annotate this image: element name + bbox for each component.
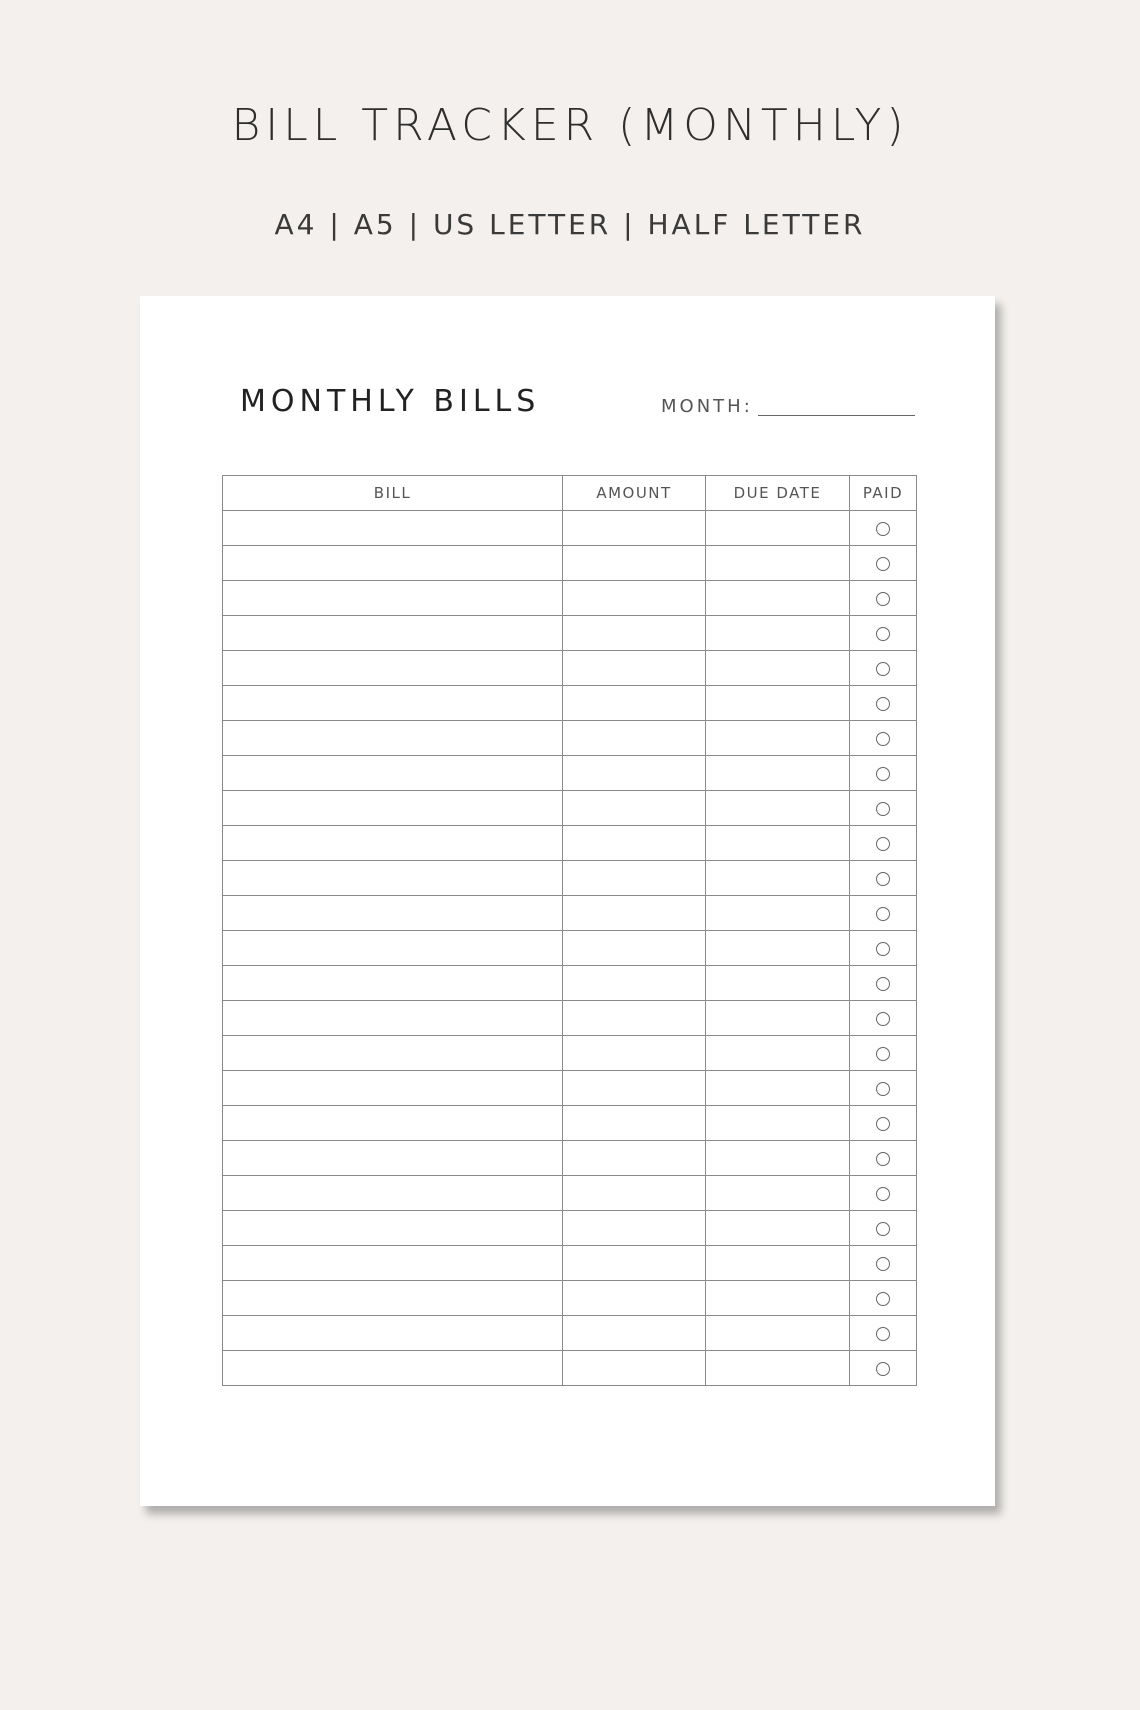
table-row	[223, 1351, 917, 1386]
amount-cell[interactable]	[563, 1036, 706, 1071]
paid-cell	[850, 511, 917, 546]
paid-cell	[850, 1176, 917, 1211]
amount-cell[interactable]	[563, 1001, 706, 1036]
amount-cell[interactable]	[563, 616, 706, 651]
amount-cell[interactable]	[563, 756, 706, 791]
column-header-bill: BILL	[223, 476, 563, 511]
bill-cell[interactable]	[223, 1281, 563, 1316]
paid-cell	[850, 1106, 917, 1141]
paid-cell	[850, 1211, 917, 1246]
amount-cell[interactable]	[563, 581, 706, 616]
paid-cell	[850, 896, 917, 931]
due-date-cell[interactable]	[706, 861, 850, 896]
amount-cell[interactable]	[563, 1176, 706, 1211]
amount-cell[interactable]	[563, 1106, 706, 1141]
due-date-cell[interactable]	[706, 1036, 850, 1071]
bill-cell[interactable]	[223, 966, 563, 1001]
due-date-cell[interactable]	[706, 896, 850, 931]
bill-cell[interactable]	[223, 1351, 563, 1386]
paid-checkbox[interactable]	[876, 907, 890, 921]
table-row	[223, 686, 917, 721]
paid-cell	[850, 966, 917, 1001]
paid-checkbox[interactable]	[876, 697, 890, 711]
bill-cell[interactable]	[223, 686, 563, 721]
paid-checkbox[interactable]	[876, 872, 890, 886]
table-row	[223, 1316, 917, 1351]
due-date-cell[interactable]	[706, 1001, 850, 1036]
bills-table	[222, 475, 917, 1386]
due-date-cell[interactable]	[706, 1211, 850, 1246]
paid-cell	[850, 546, 917, 581]
table-row	[223, 1176, 917, 1211]
paid-checkbox[interactable]	[876, 1362, 890, 1376]
amount-cell[interactable]	[563, 546, 706, 581]
paid-checkbox[interactable]	[876, 1082, 890, 1096]
bill-cell[interactable]	[223, 546, 563, 581]
bill-cell[interactable]	[223, 616, 563, 651]
planner-sheet	[140, 296, 995, 1506]
due-date-cell[interactable]	[706, 581, 850, 616]
paid-checkbox[interactable]	[876, 592, 890, 606]
due-date-cell[interactable]	[706, 616, 850, 651]
page-title: BILL TRACKER (MONTHLY)	[231, 100, 909, 151]
due-date-cell[interactable]	[706, 651, 850, 686]
paid-cell	[850, 826, 917, 861]
table-header-row	[223, 476, 917, 511]
amount-cell[interactable]	[563, 1211, 706, 1246]
table-row	[223, 581, 917, 616]
bill-cell[interactable]	[223, 581, 563, 616]
paid-cell	[850, 686, 917, 721]
amount-cell[interactable]	[563, 826, 706, 861]
paid-cell	[850, 1316, 917, 1351]
table-row	[223, 511, 917, 546]
bill-rows	[223, 511, 917, 1386]
bill-cell[interactable]	[223, 1106, 563, 1141]
month-field[interactable]	[758, 415, 915, 416]
paid-checkbox[interactable]	[876, 977, 890, 991]
paid-cell	[850, 721, 917, 756]
table-row	[223, 791, 917, 826]
amount-cell[interactable]	[563, 721, 706, 756]
bill-cell[interactable]	[223, 651, 563, 686]
due-date-cell[interactable]	[706, 1246, 850, 1281]
table-row	[223, 1281, 917, 1316]
amount-cell[interactable]	[563, 791, 706, 826]
amount-cell[interactable]	[563, 1351, 706, 1386]
bill-cell[interactable]	[223, 931, 563, 966]
amount-cell[interactable]	[563, 1141, 706, 1176]
due-date-cell[interactable]	[706, 1071, 850, 1106]
due-date-cell[interactable]	[706, 546, 850, 581]
table-row	[223, 756, 917, 791]
table-row	[223, 1071, 917, 1106]
amount-cell[interactable]	[563, 931, 706, 966]
paid-checkbox[interactable]	[876, 1222, 890, 1236]
page-subtitle: A4 | A5 | US LETTER | HALF LETTER	[274, 208, 866, 241]
bill-cell[interactable]	[223, 511, 563, 546]
table-row	[223, 896, 917, 931]
paid-checkbox[interactable]	[876, 662, 890, 676]
paid-checkbox[interactable]	[876, 1257, 890, 1271]
table-row	[223, 1001, 917, 1036]
table-row	[223, 1211, 917, 1246]
due-date-cell[interactable]	[706, 966, 850, 1001]
table-row	[223, 721, 917, 756]
paid-cell	[850, 931, 917, 966]
column-header-paid: PAID	[850, 476, 917, 511]
paid-cell	[850, 651, 917, 686]
paid-cell	[850, 1036, 917, 1071]
table-row	[223, 1036, 917, 1071]
table-row	[223, 1141, 917, 1176]
paid-cell	[850, 1351, 917, 1386]
due-date-cell[interactable]	[706, 791, 850, 826]
due-date-cell[interactable]	[706, 1316, 850, 1351]
amount-cell[interactable]	[563, 896, 706, 931]
paid-checkbox[interactable]	[876, 557, 890, 571]
paid-cell	[850, 581, 917, 616]
bill-cell[interactable]	[223, 1036, 563, 1071]
bill-cell[interactable]	[223, 1001, 563, 1036]
paid-checkbox[interactable]	[876, 627, 890, 641]
paid-checkbox[interactable]	[876, 1047, 890, 1061]
column-header-amount: AMOUNT	[563, 476, 706, 511]
bill-cell[interactable]	[223, 1316, 563, 1351]
amount-cell[interactable]	[563, 511, 706, 546]
due-date-cell[interactable]	[706, 511, 850, 546]
bill-cell[interactable]	[223, 1141, 563, 1176]
paid-checkbox[interactable]	[876, 732, 890, 746]
paid-cell	[850, 1001, 917, 1036]
table-row	[223, 966, 917, 1001]
table-row	[223, 1246, 917, 1281]
bill-cell[interactable]	[223, 826, 563, 861]
bill-cell[interactable]	[223, 1211, 563, 1246]
bill-cell[interactable]	[223, 896, 563, 931]
due-date-cell[interactable]	[706, 1106, 850, 1141]
sheet-title: MONTHLY BILLS	[240, 384, 541, 419]
due-date-cell[interactable]	[706, 1141, 850, 1176]
amount-cell[interactable]	[563, 1281, 706, 1316]
paid-checkbox[interactable]	[876, 767, 890, 781]
due-date-cell[interactable]	[706, 931, 850, 966]
paid-cell	[850, 861, 917, 896]
paid-checkbox[interactable]	[876, 942, 890, 956]
paid-checkbox[interactable]	[876, 1152, 890, 1166]
paid-cell	[850, 1246, 917, 1281]
bill-cell[interactable]	[223, 791, 563, 826]
table-row	[223, 651, 917, 686]
paid-cell	[850, 756, 917, 791]
amount-cell[interactable]	[563, 1246, 706, 1281]
paid-checkbox[interactable]	[876, 1292, 890, 1306]
paid-cell	[850, 791, 917, 826]
amount-cell[interactable]	[563, 651, 706, 686]
due-date-cell[interactable]	[706, 721, 850, 756]
bill-cell[interactable]	[223, 1176, 563, 1211]
amount-cell[interactable]	[563, 861, 706, 896]
table-row	[223, 826, 917, 861]
due-date-cell[interactable]	[706, 1176, 850, 1211]
amount-cell[interactable]	[563, 966, 706, 1001]
table-row	[223, 1106, 917, 1141]
due-date-cell[interactable]	[706, 1351, 850, 1386]
bill-cell[interactable]	[223, 721, 563, 756]
paid-checkbox[interactable]	[876, 837, 890, 851]
paid-checkbox[interactable]	[876, 522, 890, 536]
amount-cell[interactable]	[563, 1316, 706, 1351]
bill-cell[interactable]	[223, 1246, 563, 1281]
month-label: MONTH:	[661, 396, 753, 417]
due-date-cell[interactable]	[706, 686, 850, 721]
paid-checkbox[interactable]	[876, 802, 890, 816]
paid-cell	[850, 1071, 917, 1106]
due-date-cell[interactable]	[706, 1281, 850, 1316]
bill-cell[interactable]	[223, 756, 563, 791]
due-date-cell[interactable]	[706, 826, 850, 861]
bill-cell[interactable]	[223, 861, 563, 896]
paid-cell	[850, 1281, 917, 1316]
table-row	[223, 861, 917, 896]
bill-cell[interactable]	[223, 1071, 563, 1106]
paid-cell	[850, 1141, 917, 1176]
paid-checkbox[interactable]	[876, 1327, 890, 1341]
paid-checkbox[interactable]	[876, 1117, 890, 1131]
due-date-cell[interactable]	[706, 756, 850, 791]
table-row	[223, 931, 917, 966]
amount-cell[interactable]	[563, 1071, 706, 1106]
table-row	[223, 616, 917, 651]
amount-cell[interactable]	[563, 686, 706, 721]
paid-checkbox[interactable]	[876, 1012, 890, 1026]
paid-cell	[850, 616, 917, 651]
column-header-due-date: DUE DATE	[706, 476, 850, 511]
paid-checkbox[interactable]	[876, 1187, 890, 1201]
table-row	[223, 546, 917, 581]
